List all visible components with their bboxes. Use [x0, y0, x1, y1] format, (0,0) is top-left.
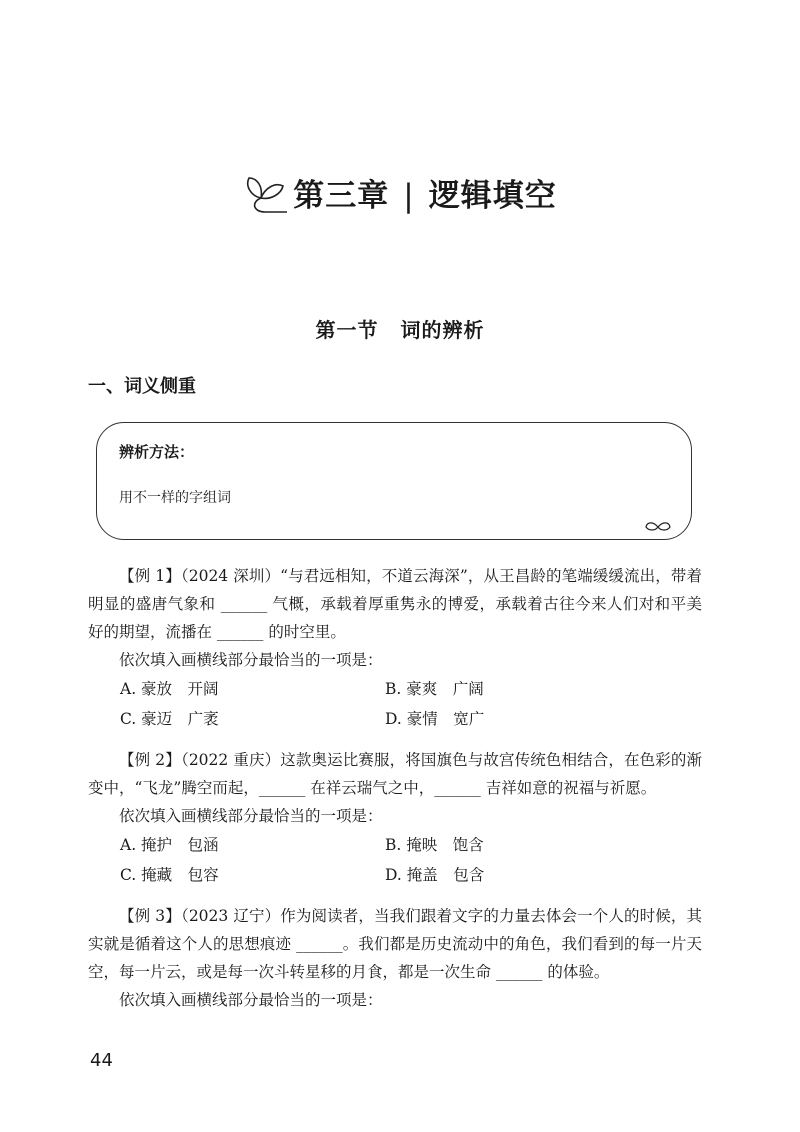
sprout-icon — [243, 172, 289, 216]
example-tag: 【例 1】 — [119, 567, 181, 585]
option-b: B. 掩映 饱含 — [385, 836, 484, 854]
section-name: 词的辨析 — [400, 318, 485, 342]
option-a: A. 掩护 包涵 — [120, 836, 219, 854]
example-source: （2022 重庆） — [180, 751, 281, 769]
example-instruction: 依次填入画横线部分最恰当的一项是： — [119, 991, 383, 1009]
chapter-separator: | — [403, 178, 415, 214]
example-instruction: 依次填入画横线部分最恰当的一项是： — [119, 651, 383, 669]
example-tag: 【例 3】 — [119, 907, 181, 925]
example-text: 这款奥运比赛服，将国旗色与故宫传统色相结合，在色彩的渐变中，“飞龙”腾空而起，______ 在祥云瑞气之中，______ 吉祥如意的祝福与祈愿。 — [88, 751, 703, 797]
option-c: C. 掩藏 包容 — [120, 866, 219, 884]
example-stem — [88, 902, 702, 986]
option-d: D. 豪情 宽广 — [385, 710, 485, 728]
option-b: B. 豪爽 广阔 — [385, 680, 484, 698]
example-stem — [88, 746, 702, 802]
method-label: 辨析方法： — [119, 443, 195, 461]
section-number: 第一节 — [315, 318, 379, 342]
chapter-heading — [0, 172, 800, 220]
example-instruction: 依次填入画横线部分最恰当的一项是： — [119, 807, 383, 825]
example-stem — [88, 562, 702, 646]
example-2 — [88, 746, 702, 890]
example-3 — [88, 902, 702, 1014]
page-number: 44 — [90, 1050, 113, 1071]
chapter-number: 第三章 — [293, 178, 390, 214]
leaf-icon — [645, 519, 671, 533]
example-text: “与君远相知，不道云海深”，从王昌龄的笔端缓缓流出，带着明显的盛唐气象和 ______ 气概，承载着厚重隽永的博爱，承载着古往今来人们对和平美好的期望，流播在 ______ 的时空里。 — [88, 567, 702, 641]
subsection-title: 一、词义侧重 — [88, 376, 196, 397]
option-a: A. 豪放 开阔 — [120, 680, 219, 698]
option-list — [120, 674, 702, 734]
option-c: C. 豪迈 广袤 — [120, 710, 219, 728]
chapter-subtitle: 逻辑填空 — [428, 178, 557, 214]
chapter-title — [293, 176, 556, 216]
example-source: （2024 深圳） — [180, 567, 281, 585]
example-1 — [88, 562, 702, 734]
option-list — [120, 830, 702, 890]
method-text: 用不一样的字组词 — [119, 490, 231, 506]
method-box — [96, 422, 692, 540]
section-title — [0, 314, 800, 343]
option-d: D. 掩盖 包含 — [385, 866, 485, 884]
example-tag: 【例 2】 — [119, 751, 181, 769]
example-source: （2023 辽宁） — [180, 907, 281, 925]
example-text: 作为阅读者，当我们跟着文字的力量去体会一个人的时候，其实就是循着这个人的思想痕迹 ______。我们都是历史流动中的角色，我们看到的每一片天空，每一片云，或是每一次斗转星移的月食，都是一次生命 ______ 的体验。 — [88, 907, 703, 981]
examples — [88, 562, 702, 1026]
